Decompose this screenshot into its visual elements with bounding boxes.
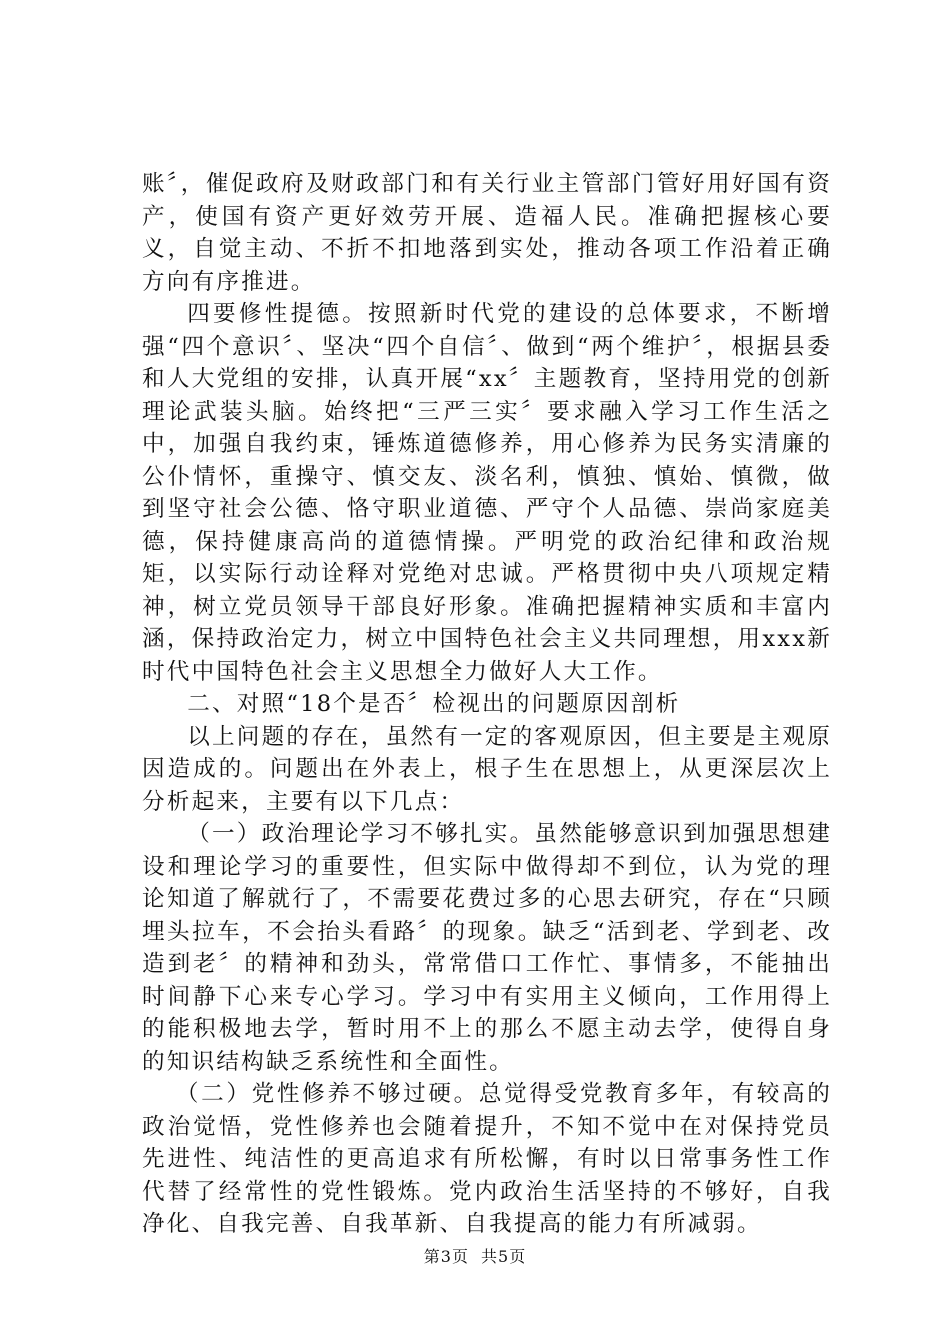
paragraph-continuation: 账〞，催促政府及财政部门和有关行业主管部门管好用好国有资产，使国有资产更好效劳开展、造福人民。准确把握核心要义，自觉主动、不折不扣地落到实处，推动各项工作沿着正确方向有序推进。 [142,171,832,295]
paragraph-section-four: 四要修性提德。按照新时代党的建设的总体要求，不断增强“四个意识〞、坚决“四个自信〞、做到“两个维护〞，根据县委和人大党组的安排，认真开展“xx〞主题教育，坚持用党的创新理论武装头脑。始终把“三严三实〞要求融入学习工作生活之中，加强自我约束，锤炼道德修养，用心修养为民务实清廉的公仆情怀，重操守、慎交友、淡名利，慎独、慎始、慎微，做到坚守社会公德、恪守职业道德、严守个人品德、崇尚家庭美德，保持健康高尚的道德情操。严明党的政治纪律和政治规矩，以实际行动诠释对党绝对忠诚。严格贯彻中央八项规定精神，树立党员领导干部良好形象。准确把握精神实质和丰富内涵，保持政治定力，树立中国特色社会主义共同理想，用xxx新时代中国特色社会主义思想全力做好人大工作。 [142,301,832,685]
document-body [142,168,832,1241]
paragraph-analysis-intro: 以上问题的存在，虽然有一定的客观原因，但主要是主观原因造成的。问题出在外表上，根子生在思想上，从更深层次上分析起来，主要有以下几点： [142,723,832,815]
paragraph-item-two: （二）党性修养不够过硬。总觉得受党教育多年，有较高的政治觉悟，党性修养也会随着提升，不知不觉中在对保持党员先进性、纯洁性的更高追求有所松懈，有时以日常事务性工作代替了经常性的党性锻炼。党内政治生活坚持的不够好，自我净化、自我完善、自我革新、自我提高的能力有所减弱。 [142,1081,832,1237]
page-number: 第3页 [423,1247,469,1266]
page-total: 共5页 [481,1247,527,1266]
paragraph-item-one: （一）政治理论学习不够扎实。虽然能够意识到加强思想建设和理论学习的重要性，但实际中做得却不到位，认为党的理论知道了解就行了，不需要花费过多的心思去研究，存在“只顾埋头拉车，不会抬头看路〞的现象。缺乏“活到老、学到老、改造到老〞的精神和劲头，常常借口工作忙、事情多，不能抽出时间静下心来专心学习。学习中有实用主义倾向，工作用得上的能积极地去学，暂时用不上的那么不愿主动去学，使得自身的知识结构缺乏系统性和全面性。 [142,821,832,1075]
page-footer [0,1244,950,1267]
section-heading-two: 二、对照“18个是否〞检视出的问题原因剖析 [187,691,681,717]
